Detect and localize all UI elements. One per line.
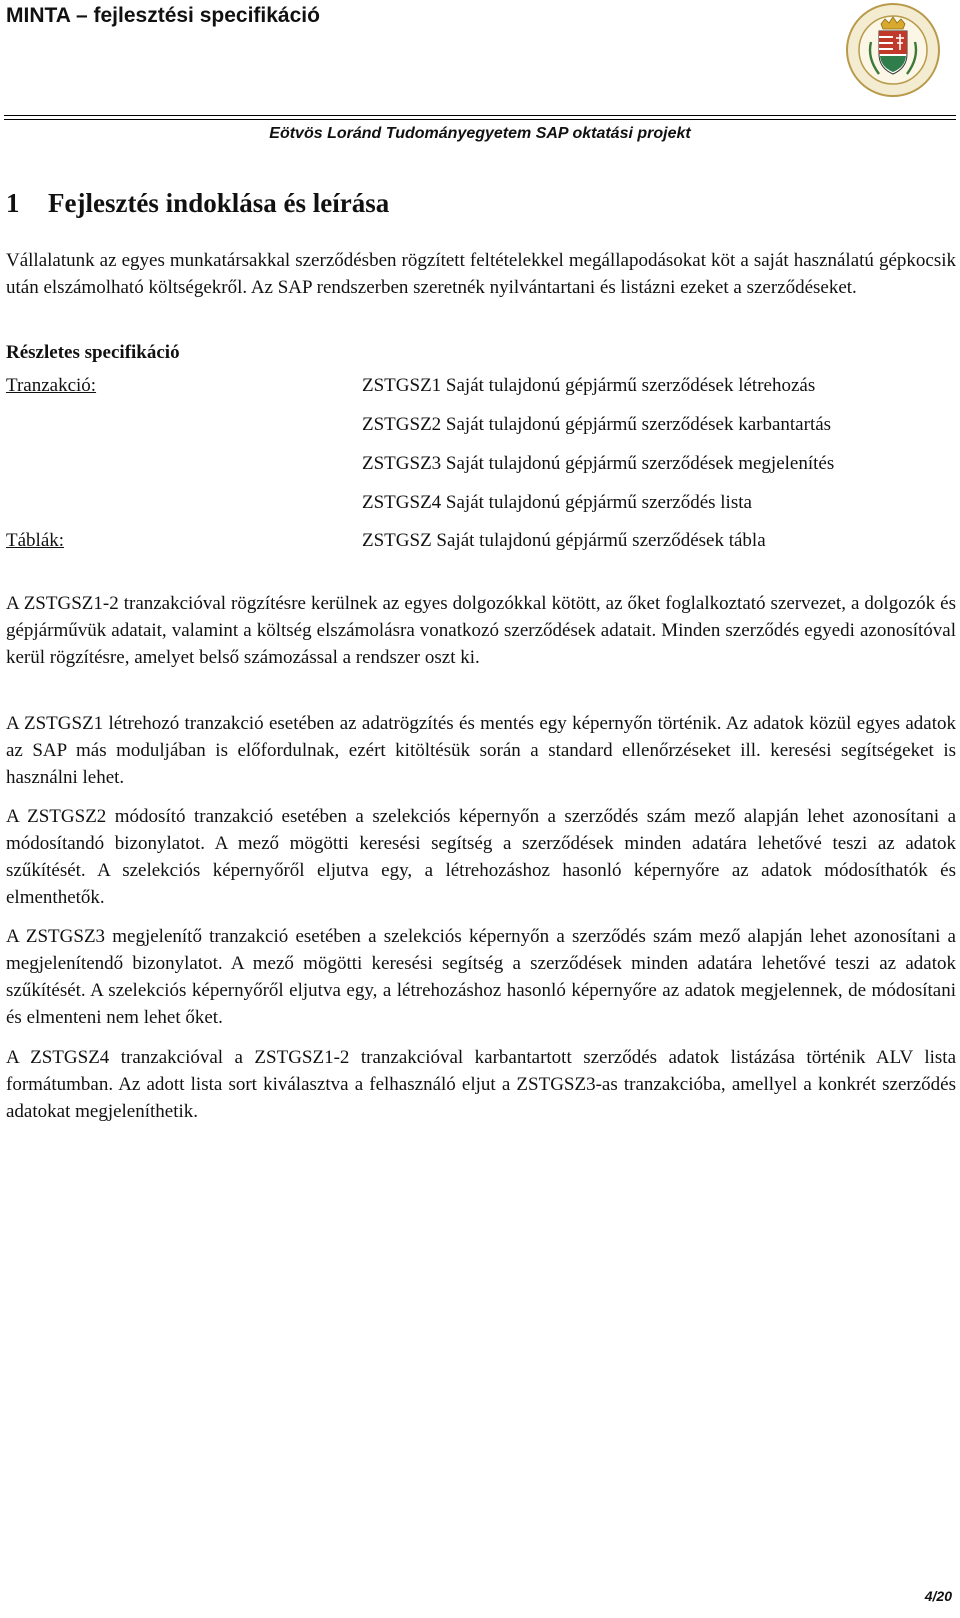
transaction-item: ZSTGSZ3 Saját tulajdonú gépjármű szerződések megjelenítés xyxy=(362,453,835,474)
page-number: 4/20 xyxy=(924,1588,952,1604)
section-title: Fejlesztés indoklása és leírása xyxy=(48,188,390,218)
spec-heading: Részletes specifikáció xyxy=(6,342,180,363)
tables-label: Táblák: xyxy=(6,530,65,551)
transaction-item: ZSTGSZ1 Saját tulajdonú gépjármű szerződések létrehozás xyxy=(362,375,816,396)
table-item: ZSTGSZ Saját tulajdonú gépjármű szerződések tábla xyxy=(362,530,766,551)
university-seal-icon xyxy=(845,2,941,98)
header-rule-bottom xyxy=(4,119,956,120)
body-paragraph: A ZSTGSZ4 tranzakcióval a ZSTGSZ1-2 tranzakcióval karbantartott szerződés adatok listázása történik ALV lista formátumban. Az adott lista sort kiválasztva a felhasználó eljut a ZSTGSZ3-as tranzakcióba, amellyel a konkrét szerződés adatokat megjeleníthetik. xyxy=(6,1047,956,1122)
intro-paragraph: Vállalatunk az egyes munkatársakkal szerződésben rögzített feltételekkel megállapodásokat köt a saját használatú gépkocsik után elszámolható költségekről. Az SAP rendszerben szeretnék nyilvántartani és listázni ezeket a szerződéseket. xyxy=(6,250,956,298)
header-title: MINTA – fejlesztési specifikáció xyxy=(6,4,320,27)
body-paragraph: A ZSTGSZ1-2 tranzakcióval rögzítésre kerülnek az egyes dolgozókkal kötött, az őket foglalkoztató szervezet, a dolgozók és gépjárművük adatait, valamint a költség elszámolásra vonatkozó szerződések adatait. Minden szerződés egyedi azonosítóval kerül rögzítésre, amelyet belső számozással a rendszer oszt ki. xyxy=(6,593,956,668)
section-heading xyxy=(6,188,389,219)
header-rule-top xyxy=(4,115,956,116)
transaction-label: Tranzakció: xyxy=(6,375,97,396)
transaction-item: ZSTGSZ2 Saját tulajdonú gépjármű szerződések karbantartás xyxy=(362,414,832,435)
header-subtitle: Eötvös Loránd Tudományegyetem SAP oktatási projekt xyxy=(269,125,691,142)
body-paragraph: A ZSTGSZ2 módosító tranzakció esetében a szelekciós képernyőn a szerződés szám mező alapján lehet azonosítani a módosítandó bizonylatot. A mező mögötti keresési segítség a szerződések minden adatára lehetővé teszi az adatok szűkítését. A szelekciós képernyőről eljutva egy, a létrehozáshoz hasonló képernyőre az adatok módosíthatók és elmenthetők. xyxy=(6,806,956,908)
body-paragraph: A ZSTGSZ1 létrehozó tranzakció esetében az adatrögzítés és mentés egy képernyőn történik. Az adatok közül egyes adatok az SAP más moduljában is előfordulnak, ezért kitöltésük során a standard ellenőrzéseket ill. keresési segítségeket is használni lehet. xyxy=(6,713,956,788)
body-paragraph: A ZSTGSZ3 megjelenítő tranzakció esetében a szelekciós képernyőn a szerződés szám mező alapján lehet azonosítani a megjelenítendő bizonylatot. A mező mögötti keresési segítség a szerződések minden adatára lehetővé teszi az adatok szűkítését. A szelekciós képernyőről eljutva egy, a létrehozáshoz hasonló képernyőre az adatok megjelennek, de módosítani és elmenteni nem lehet őket. xyxy=(6,926,956,1028)
section-number: 1 xyxy=(6,188,20,218)
transaction-item: ZSTGSZ4 Saját tulajdonú gépjármű szerződés lista xyxy=(362,492,752,513)
